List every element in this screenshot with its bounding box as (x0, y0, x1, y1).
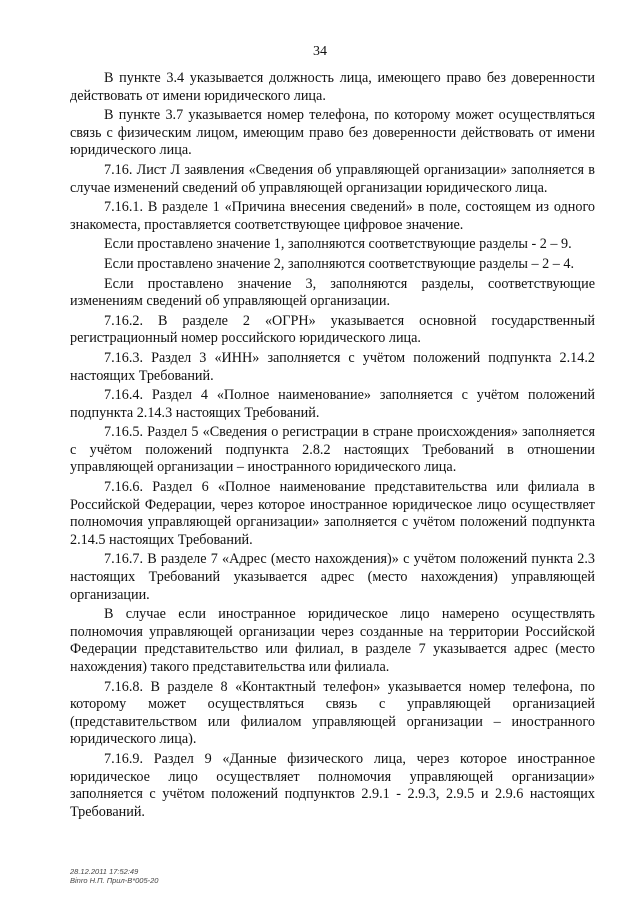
page-number: 34 (313, 44, 327, 59)
document-body (70, 70, 595, 823)
footer-stamp (70, 867, 158, 885)
paragraph: 7.16.7. В разделе 7 «Адрес (место нахождения)» с учётом положений пункта 2.3 настоящих Требований указывается адрес (место нахождения) управляющей организации. (70, 551, 595, 603)
paragraph: 7.16.4. Раздел 4 «Полное наименование» заполняется с учётом положений подпункта 2.14.3 настоящих Требований. (70, 387, 595, 421)
paragraph: 7.16.6. Раздел 6 «Полное наименование представительства или филиала в Российской Федерации, через которое иностранное юридическое лицо осуществляет полномочия управляющей организации» заполняется с учётом положений подпункта 2.14.5 настоящих Требований. (70, 479, 595, 548)
footer-timestamp: 28.12.2011 17:52:49 (70, 867, 139, 876)
paragraph: 7.16.5. Раздел 5 «Сведения о регистрации в стране происхождения» заполняется с учётом положений подпункта 2.8.2 настоящих Требований в отношении управляющей организации – иностранного юридического лица. (70, 424, 595, 476)
paragraph: В случае если иностранное юридическое лицо намерено осуществлять полномочия управляющей организации через созданные на территории Российской Федерации представительство или филиал, в разделе 7 указывается адрес (место нахождения) такого представительства или филиала. (70, 606, 595, 675)
footer-document-id: Binro Н.П. Прил-В*005-20 (70, 876, 159, 885)
paragraph: 7.16.3. Раздел 3 «ИНН» заполняется с учётом положений подпункта 2.14.2 настоящих Требований. (70, 349, 595, 384)
paragraph: 7.16.8. В разделе 8 «Контактный телефон» указывается номер телефона, по которому может осуществляться связь с управляющей организацией (представительством или филиалом управляющей организации – иностранного юридического лица). (70, 678, 595, 748)
paragraph: В пункте 3.4 указывается должность лица, имеющего право без доверенности действовать от имени юридического лица. (70, 70, 595, 104)
paragraph: 7.16.2. В разделе 2 «ОГРН» указывается основной государственный регистрационный номер российского юридического лица. (70, 312, 595, 347)
paragraph: Если проставлено значение 1, заполняются соответствующие разделы - 2 – 9. (104, 236, 572, 253)
paragraph: 7.16.9. Раздел 9 «Данные физического лица, через которое иностранное юридическое лицо осуществляет полномочия управляющей организации» заполняется с учётом положений подпунктов 2.9.1 - 2.9.3, 2.9.5 и 2.9.6 настоящих Требований. (70, 750, 595, 820)
paragraph: Если проставлено значение 3, заполняются разделы, соответствующие изменениям сведений об управляющей организации. (70, 275, 595, 310)
paragraph: 7.16. Лист Л заявления «Сведения об управляющей организации» заполняется в случае изменений сведений об управляющей организации юридического лица. (70, 161, 595, 196)
paragraph: 7.16.1. В разделе 1 «Причина внесения сведений» в поле, состоящем из одного знакоместа, проставляется соответствующее цифровое значение. (70, 199, 595, 233)
paragraph: В пункте 3.7 указывается номер телефона, по которому может осуществляться связь с физическим лицом, имеющим право без доверенности действовать от имени юридического лица. (70, 107, 595, 159)
paragraph: Если проставлено значение 2, заполняются соответствующие разделы – 2 – 4. (104, 255, 575, 272)
